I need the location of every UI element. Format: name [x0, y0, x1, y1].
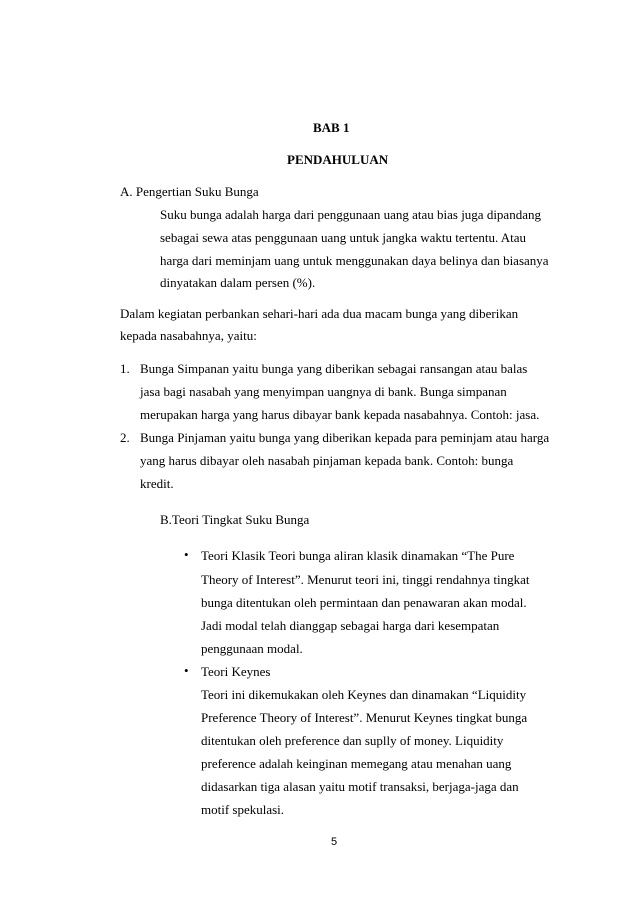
bullet-line: Theory of Interest”. Menurut teori ini, tinggi rendahnya tingkat: [201, 572, 530, 587]
bullet-line: motif spekulasi.: [201, 802, 285, 817]
section-a-line: Suku bunga adalah harga dari penggunaan uang atau bias juga dipandang: [160, 207, 541, 222]
section-a-line: harga dari meminjam uang untuk menggunakan daya belinya dan biasanya: [160, 253, 549, 268]
chapter-title: PENDAHULUAN: [287, 152, 389, 167]
intro-line: Dalam kegiatan perbankan sehari-hari ada dua macam bunga yang diberikan: [120, 306, 519, 321]
list-item-line: kredit.: [140, 476, 174, 491]
list-marker: 2.: [120, 430, 130, 445]
bullet-line: Teori ini dikemukakan oleh Keynes dan dinamakan “Liquidity: [201, 687, 527, 702]
list-item-line: merupakan harga yang harus dibayar bank kepada nasabahnya. Contoh: jasa.: [140, 407, 540, 422]
bullet-line: Preference Theory of Interest”. Menurut Keynes tingkat bunga: [201, 710, 528, 725]
bullet-line: penggunaan modal.: [201, 641, 303, 656]
chapter-label: BAB 1: [313, 120, 350, 135]
bullet-dot-icon: •: [184, 663, 189, 678]
list-item-line: Bunga Pinjaman yaitu bunga yang diberikan kepada para peminjam atau harga: [140, 430, 550, 445]
section-a-heading: A. Pengertian Suku Bunga: [120, 184, 259, 199]
list-marker: 1.: [120, 361, 130, 376]
bullet-line: Teori Klasik Teori bunga aliran klasik dinamakan “The Pure: [201, 548, 515, 563]
section-b-heading: B.Teori Tingkat Suku Bunga: [160, 512, 310, 527]
bullet-line: didasarkan tiga alasan yaitu motif transaksi, berjaga-jaga dan: [201, 779, 519, 794]
section-a-line: sebagai sewa atas penggunaan uang untuk jangka waktu tertentu. Atau: [160, 230, 527, 245]
bullet-line: preference adalah keinginan memegang atau menahan uang: [201, 756, 512, 771]
bullet-line: Teori Keynes: [201, 664, 271, 679]
bullet-line: bunga ditentukan oleh permintaan dan penawaran akan modal.: [201, 595, 527, 610]
list-item-line: Bunga Simpanan yaitu bunga yang diberikan sebagai ransangan atau balas: [140, 361, 528, 376]
section-a-line: dinyatakan dalam persen (%).: [160, 275, 316, 290]
list-item-line: yang harus dibayar oleh nasabah pinjaman kepada bank. Contoh: bunga: [140, 453, 514, 468]
bullet-line: Jadi modal telah dianggap sebagai harga dari kesempatan: [201, 618, 500, 633]
bullet-dot-icon: •: [184, 547, 189, 562]
page-number: 5: [331, 836, 338, 848]
bullet-line: ditentukan oleh preference dan suplly of money. Liquidity: [201, 733, 504, 748]
list-item-line: jasa bagi nasabah yang menyimpan uangnya di bank. Bunga simpanan: [140, 384, 507, 399]
intro-line: kepada nasabahnya, yaitu:: [120, 328, 257, 343]
